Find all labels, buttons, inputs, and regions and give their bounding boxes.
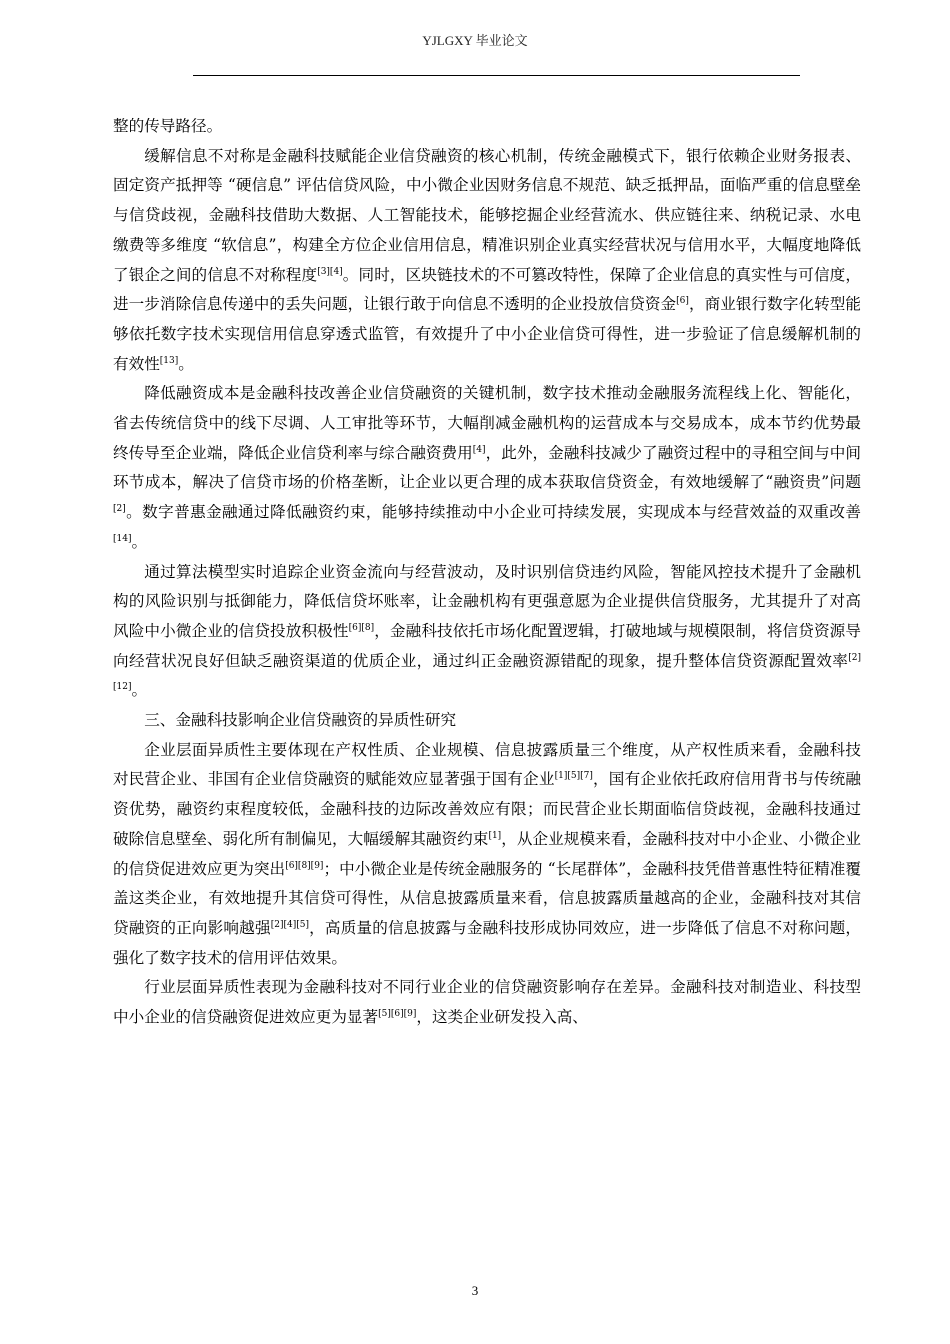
text-run: 三、金融科技影响企业信贷融资的异质性研究	[144, 711, 457, 730]
citation-ref: [2][4][5]	[270, 919, 309, 930]
text-run: 。	[131, 532, 148, 551]
text-run: ，高质量的信息披露与金融科技形成协同效应，进一步降低了信息不对称问题，强化了数字技术的信用评估效果。	[113, 918, 861, 967]
citation-ref: [5][6][9]	[378, 1009, 417, 1020]
citation-ref: [6]	[676, 296, 689, 307]
citation-ref: [14]	[113, 533, 132, 544]
citation-ref: [6][8]	[348, 622, 375, 633]
text-run: 。数字普惠金融通过降低融资约束，能够持续推动中小企业可持续发展，实现成本与经营效益的双重改善	[125, 503, 861, 522]
text-run: ，此外，金融科技减少了融资过程中的寻租空间与中间环节成本，解决了信贷市场的价格垄断，让企业以更合理的成本获取信贷资金，有效地缓解了“融资贵”问题	[113, 443, 861, 492]
text-run: 企业层面异质性主要体现在产权性质、企业规模、信息披露质量三个维度，从产权性质来看，金融科技对民营企业、非国有企业信贷融资的赋能效应显著强于国有企业	[113, 740, 861, 789]
text-run: ，金融科技依托市场化配置逻辑，打破地域与规模限制，将信贷资源导向经营状况良好但缺乏融资渠道的优质企业，通过纠正金融资源错配的现象，提升整体信贷资源配置效率	[113, 621, 861, 670]
paragraph-information-asymmetry	[113, 142, 861, 380]
citation-ref: [1]	[488, 830, 502, 841]
text-run: 。同时，区块链技术的不可篡改特性，保障了企业信息的真实性与可信度，进一步消除信息传递中的丢失问题，让银行敢于向信息不透明的企业投放信贷资金	[113, 265, 861, 314]
paragraph-financing-cost	[113, 379, 861, 557]
header-rule	[193, 75, 800, 76]
running-header: YJLGXY 毕业论文	[422, 33, 528, 48]
section-heading	[113, 706, 861, 736]
body-text	[113, 112, 861, 1033]
page-number: 3	[471, 1283, 479, 1298]
text-run: 整的传导路径。	[113, 117, 223, 135]
text-run: ，国有企业依托政府信用背书与传统融资优势，融资约束程度较低，金融科技的边际改善效应有限；而民营企业长期面临信贷歧视，金融科技通过破除信息壁垒、弱化所有制偏见，大幅缓解其融资约束	[113, 770, 861, 848]
citation-ref: [4]	[472, 444, 486, 455]
paragraph-firm-heterogeneity	[113, 736, 861, 974]
text-run: 。	[178, 354, 194, 373]
paragraph-risk-control	[113, 558, 861, 707]
text-run: ，商业银行数字化转型能够依托数字技术实现信用信息穿透式监管，有效提升了中小企业信贷可得性，进一步验证了信息缓解机制的有效性	[113, 295, 861, 373]
text-run: 降低融资成本是金融科技改善企业信贷融资的关键机制，数字技术推动金融服务流程线上化、智能化，省去传统信贷中的线下尽调、人工审批等环节，大幅削减金融机构的运营成本与交易成本，成本节约优势最终传导至企业端，降低企业信贷利率与综合融资费用	[113, 384, 861, 462]
text-run: 缓解信息不对称是金融科技赋能企业信贷融资的核心机制，传统金融模式下，银行依赖企业财务报表、固定资产抵押等 “硬信息” 评估信贷风险，中小微企业因财务信息不规范、缺乏抵押品，面临严重的信息壁垒与信贷歧视，金融科技借助大数据、人工智能技术，能够挖掘企业经营流水、供应链往来、纳税记录、水电缴费等多维度 “软信息”，构建全方位企业信用信息，精准识别企业真实经营状况与信用水平，大幅度地降低了银企之间的信息不对称程度	[113, 146, 861, 284]
text-run: ，这类企业研发投入高、	[416, 1008, 588, 1027]
text-run: ；中小微企业是传统金融服务的 “长尾群体”，金融科技凭借普惠性特征精准覆盖这类企业，有效地提升其信贷可得性，从信息披露质量来看，信息披露质量越高的企业，金融科技对其信贷融资的正向影响越强	[113, 859, 861, 937]
citation-ref: [13]	[159, 355, 179, 366]
paragraph-industry-heterogeneity	[113, 973, 861, 1032]
text-run: ，从企业规模来看，金融科技对中小企业、小微企业的信贷促进效应更为突出	[113, 829, 861, 878]
text-run: 。	[131, 681, 148, 700]
citation-ref: [2][12]	[113, 652, 861, 693]
citation-ref: [3][4]	[317, 266, 343, 277]
text-run: 通过算法模型实时追踪企业资金流向与经营波动，及时识别信贷违约风险，智能风控技术提升了金融机构的风险识别与抵御能力，降低信贷坏账率，让金融机构有更强意愿为企业提供信贷服务，尤其提升了对高风险中小微企业的信贷投放积极性	[113, 562, 861, 640]
text-run: 行业层面异质性表现为金融科技对不同行业企业的信贷融资影响存在差异。金融科技对制造业、科技型中小企业的信贷融资促进效应更为显著	[113, 978, 861, 1027]
paragraph-continuation	[113, 112, 861, 142]
citation-ref: [6][8][9]	[285, 860, 324, 871]
citation-ref: [1][5][7]	[554, 771, 593, 782]
citation-ref: [2]	[113, 504, 126, 515]
